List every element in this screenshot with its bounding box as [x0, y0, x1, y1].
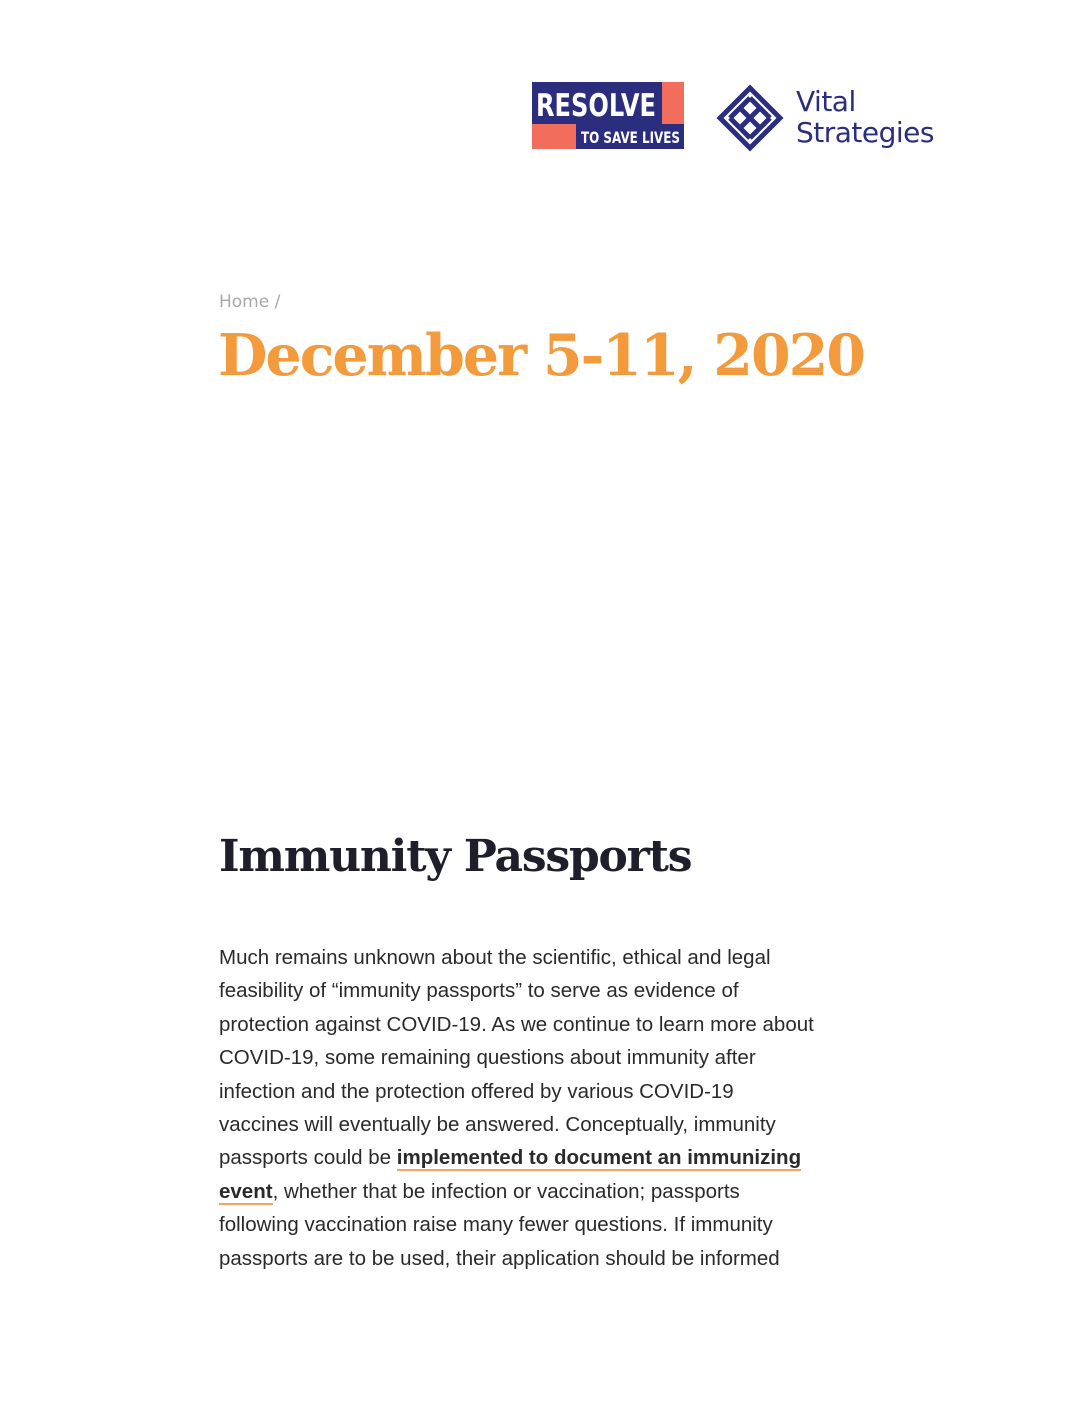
- body-line: vaccines will eventually be answered. Conceptually, immunity: [219, 1113, 776, 1137]
- body-line: [219, 1141, 879, 1174]
- breadcrumb-home-link[interactable]: Home /: [219, 292, 281, 312]
- breadcrumb[interactable]: [219, 292, 280, 312]
- section-heading: Immunity Passports: [219, 831, 692, 882]
- body-line: passports are to be used, their application should be informed: [219, 1246, 780, 1270]
- body-line: Much remains unknown about the scientific, ethical and legal: [219, 946, 771, 969]
- body-text-fragment: , whether that be infection or vaccination; passports: [272, 1179, 740, 1203]
- body-line: COVID-19, some remaining questions about immunity after: [219, 1046, 756, 1070]
- immunizing-event-link-continued[interactable]: event: [219, 1179, 273, 1203]
- page-title: December 5-11, 2020: [218, 322, 864, 389]
- resolve-to-save-lives-logo[interactable]: [532, 82, 684, 150]
- resolve-logo-line2: TO SAVE LIVES: [581, 128, 680, 147]
- article-body: [219, 941, 879, 1275]
- vital-strategies-wordmark: [796, 86, 934, 148]
- immunizing-event-link[interactable]: implemented to document an immunizing: [396, 1146, 802, 1170]
- body-line: following vaccination raise many fewer questions. If immunity: [219, 1213, 773, 1237]
- body-line: [219, 1175, 879, 1208]
- vital-logo-line2: Strategies: [796, 116, 934, 149]
- body-line: feasibility of “immunity passports” to serve as evidence of: [219, 979, 739, 1003]
- body-line: infection and the protection offered by various COVID-19: [219, 1079, 734, 1103]
- body-line: protection against COVID-19. As we continue to learn more about: [219, 1012, 814, 1036]
- resolve-logo-line1: RESOLVE: [536, 88, 656, 124]
- vital-logo-line1: Vital: [796, 85, 856, 118]
- body-text-fragment: passports could be: [219, 1146, 397, 1170]
